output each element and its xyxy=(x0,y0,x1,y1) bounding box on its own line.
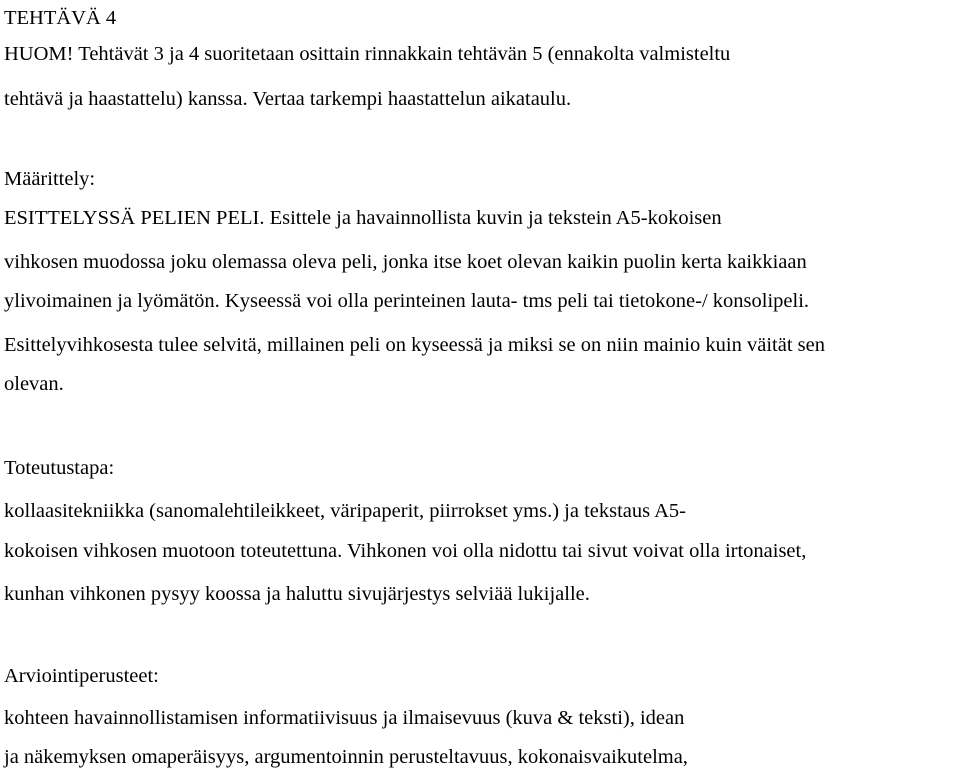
implementation-line-1: kollaasitekniikka (sanomalehtileikkeet, väripaperit, piirrokset yms.) ja tekstaus A5- xyxy=(4,500,687,522)
note-line-1: HUOM! Tehtävät 3 ja 4 suoritetaan osittain rinnakkain tehtävän 5 (ennakolta valmisteltu xyxy=(4,43,731,65)
definition-line-1: ESITTELYSSÄ PELIEN PELI. Esittele ja havainnollista kuvin ja tekstein A5-kokoisen xyxy=(4,207,722,229)
definition-line-4: Esittelyvihkosesta tulee selvitä, millainen peli on kyseessä ja miksi se on niin mainio kuin väität sen xyxy=(4,334,825,356)
criteria-line-2: ja näkemyksen omaperäisyys, argumentoinnin perusteltavuus, kokonaisvaikutelma, xyxy=(4,746,688,768)
criteria-line-1: kohteen havainnollistamisen informatiivisuus ja ilmaisevuus (kuva & teksti), idean xyxy=(4,707,685,729)
task-title: TEHTÄVÄ 4 xyxy=(4,7,117,29)
implementation-heading: Toteutustapa: xyxy=(4,457,115,479)
definition-heading: Määrittely: xyxy=(4,168,96,190)
definition-line-2: vihkosen muodossa joku olemassa oleva peli, jonka itse koet olevan kaikin puolin kerta kaikkiaan xyxy=(4,251,807,273)
implementation-line-3: kunhan vihkonen pysyy koossa ja haluttu sivujärjestys selviää lukijalle. xyxy=(4,583,590,605)
definition-line-3: ylivoimainen ja lyömätön. Kyseessä voi olla perinteinen lauta- tms peli tai tietokone-/ konsolipeli. xyxy=(4,290,810,312)
definition-line-5: olevan. xyxy=(4,373,64,395)
implementation-line-2: kokoisen vihkosen muotoon toteutettuna. Vihkonen voi olla nidottu tai sivut voivat olla irtonaiset, xyxy=(4,540,807,562)
criteria-heading: Arviointiperusteet: xyxy=(4,665,159,687)
note-line-2: tehtävä ja haastattelu) kanssa. Vertaa tarkempi haastattelun aikataulu. xyxy=(4,88,572,110)
